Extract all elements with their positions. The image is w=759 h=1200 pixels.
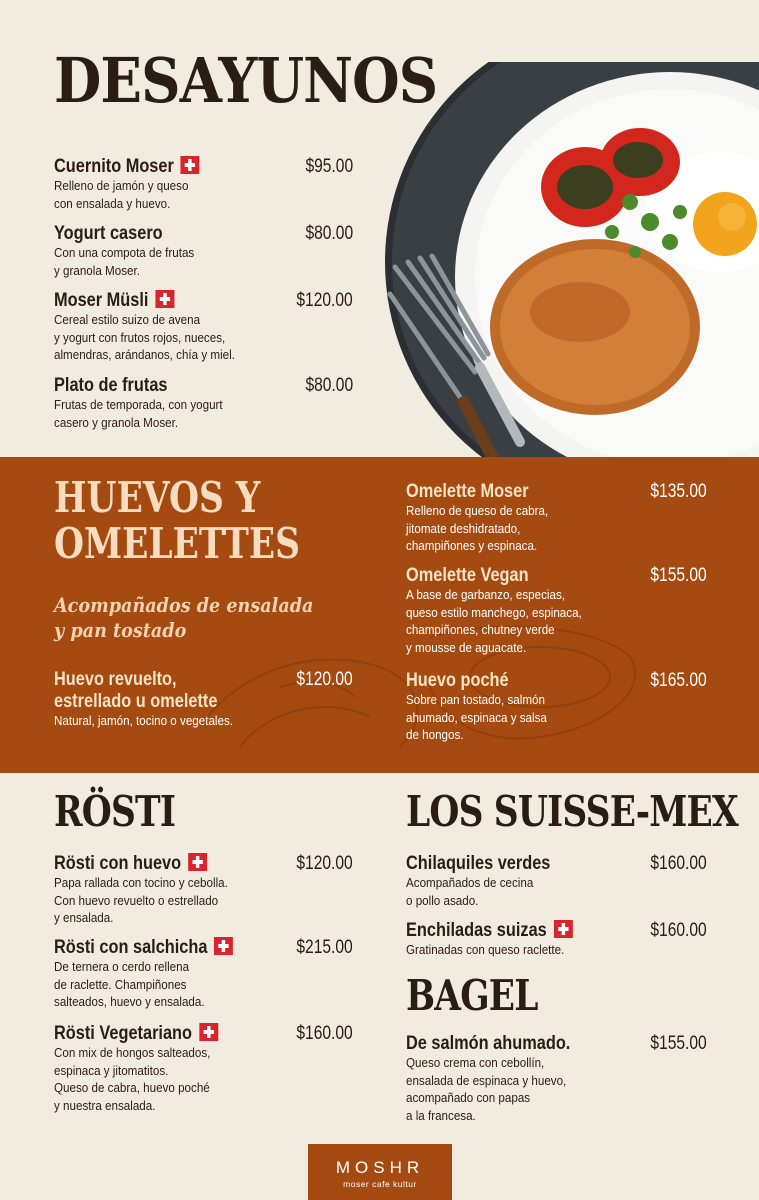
moser-logo [308, 1144, 452, 1200]
item-name: Rösti con salchicha [54, 937, 312, 959]
item-name-line2: estrellado u omelette [54, 691, 218, 712]
item-name: Huevo poché [406, 670, 509, 691]
item-description: Papa rallada con tocino y cebolla. Con huevo revuelto o estrellado y ensalada. [54, 876, 228, 925]
item-name: Rösti con huevo [54, 853, 312, 875]
item-name: Rösti Vegetariano [54, 1023, 312, 1045]
item-description: Frutas de temporada, con yogurt casero y granola Moser. [54, 398, 223, 430]
section-subtitle: Acompañados de ensalada y pan tostado [54, 593, 314, 642]
item-price: $95.00 [305, 156, 353, 177]
item-price: $80.00 [305, 223, 353, 244]
section-title-rosti: RÖSTI [54, 787, 176, 836]
item-description: De ternera o cerdo rellena de raclette. Champiñones salteados, huevo y ensalada. [54, 960, 205, 1009]
item-price: $215.00 [296, 937, 353, 958]
item-description: Acompañados de cecina o pollo asado. [406, 876, 534, 908]
item-name: Omelette Moser [406, 481, 529, 502]
item-price: $155.00 [650, 565, 707, 586]
swiss-flag-icon [199, 1023, 218, 1041]
section-title-line: OMELETTES [54, 519, 300, 568]
item-description: Gratinadas con queso raclette. [406, 943, 565, 957]
huevos-omelettes-band [0, 457, 759, 773]
item-name: De salmón ahumado. [406, 1033, 571, 1054]
item-name: Plato de frutas [54, 375, 168, 396]
section-title-suissemex: LOS SUISSE-MEX [406, 787, 738, 836]
item-description: Con una compota de frutas y granola Moser. [54, 246, 195, 278]
item-name: Moser Müsli [54, 290, 312, 312]
item-description: Sobre pan tostado, salmón ahumado, espinaca y salsa de hongos. [406, 693, 547, 742]
item-name: Chilaquiles verdes [406, 853, 551, 874]
breakfast-plate-photo [380, 62, 759, 457]
item-price: $165.00 [650, 670, 707, 691]
item-description: Con mix de hongos salteados, espinaca y jitomatitos. Queso de cabra, huevo poché y nuestra ensalada. [54, 1046, 211, 1113]
item-description: Cereal estilo suizo de avena y yogurt con frutos rojos, nueces, almendras, arándanos, chía y miel. [54, 313, 235, 362]
item-description: A base de garbanzo, especias, queso estilo manchego, espinaca, champiñones, chutney verde y mousse de aguacate. [406, 588, 582, 655]
item-name: Yogurt casero [54, 223, 163, 244]
item-price: $160.00 [650, 920, 707, 941]
item-price: $160.00 [296, 1023, 353, 1044]
logo-wordmark: MOSHR [335, 1158, 425, 1177]
section-title-desayunos: DESAYUNOS [54, 44, 438, 117]
item-description: Natural, jamón, tocino o vegetales. [54, 714, 233, 728]
section-title-huevos [54, 475, 300, 567]
item-description: Relleno de queso de cabra, jitomate deshidratado, champiñones y espinaca. [406, 504, 549, 553]
item-name: Omelette Vegan [406, 565, 529, 586]
item-name: Cuernito Moser [54, 156, 312, 178]
logo-tagline: moser cafe kultur [343, 1179, 417, 1189]
item-description: Queso crema con cebollín, ensalada de espinaca y huevo, acompañado con papas a la francesa. [406, 1056, 567, 1123]
swiss-flag-icon [155, 290, 174, 308]
item-price: $155.00 [650, 1033, 707, 1054]
item-name: Enchiladas suizas [406, 920, 664, 942]
item-description: Relleno de jamón y queso con ensalada y huevo. [54, 179, 189, 211]
section-title-line: HUEVOS Y [54, 473, 261, 522]
swiss-flag-icon [188, 853, 207, 871]
item-price: $80.00 [305, 375, 353, 396]
swiss-flag-icon [214, 937, 233, 955]
swiss-flag-icon [181, 156, 200, 174]
item-price: $120.00 [296, 853, 353, 874]
item-name: Huevo revuelto, [54, 669, 177, 690]
item-price: $120.00 [296, 290, 353, 311]
item-price: $160.00 [650, 853, 707, 874]
item-price: $135.00 [650, 481, 707, 502]
swiss-flag-icon [554, 920, 573, 938]
item-price: $120.00 [296, 669, 353, 690]
section-title-bagel: BAGEL [406, 971, 538, 1020]
